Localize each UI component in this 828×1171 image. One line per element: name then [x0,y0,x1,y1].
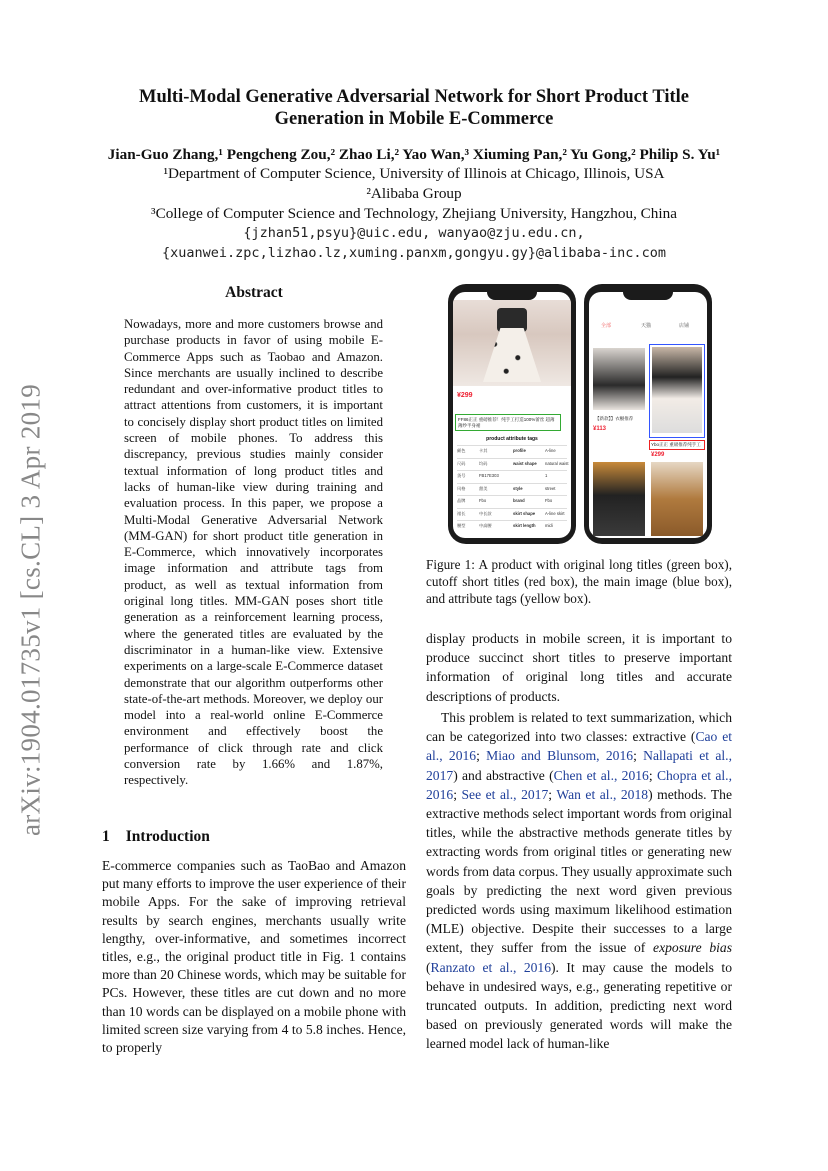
product-price: ¥299 [457,392,473,399]
phone-notch [487,292,537,300]
title-line-1: Multi-Modal Generative Adversarial Network for Short Product Title [139,87,689,107]
phone-screen-right [589,292,707,538]
section-heading-introduction [102,828,210,846]
long-title-green-box [455,414,561,431]
section-title: Introduction [125,828,210,845]
attribute-cell: A-line [545,448,556,453]
para-text: ; [633,748,644,764]
attribute-cell: Fbo [479,498,487,503]
para-text: ; [548,786,557,802]
long-title-text: FF86正正 重磅推荐！纯手工打造100%蕾丝 超薄薄纱半身裙 [458,417,555,428]
attribute-row-divider [457,483,567,484]
phone-product-detail [448,284,576,544]
para-text: ) and abstractive ( [453,767,554,783]
citation-link[interactable]: Wan et al., 2018 [556,786,649,802]
tab-store[interactable]: 店铺 [679,323,690,329]
para-text: This problem is related to text summarization, which can be categorized into two classes: extractive ( [426,710,732,745]
attribute-cell: FB17E303 [479,473,499,478]
attribute-cell: 卡其 [479,448,488,453]
right-paragraph-2 [426,708,732,1054]
para-text: ; [476,748,487,764]
citation-link[interactable]: Miao and Blunsom, 2016 [486,748,634,764]
attribute-cell: 1 [545,473,548,478]
title-line-2: Generation in Mobile E-Commerce [274,109,554,129]
emphasis-text: exposure bias [653,940,732,956]
para-text: ) methods. The extractive methods select important words from original titles, while the abstractive methods generate titles by extracting words from original titles or generating new words from data corpus. They usually approximate such goals by predicting the next word given previous predicted words using maximum likelihood estimation (MLE) objective. Despite their successes to a large extent, they suffer from the issue of [426,786,732,956]
arxiv-identifier [16,380,46,840]
attribute-row-divider [457,495,567,496]
attribute-row-divider [457,470,567,471]
phone-notch [623,292,673,300]
figure-1 [446,284,716,544]
citation-link[interactable]: Chopra et al., 2016 [426,767,732,802]
citation-link[interactable]: Nallapati et al., 2017 [426,748,732,783]
result-image-1[interactable] [593,348,645,410]
skirt-image [483,328,541,382]
para-text: ( [426,959,431,975]
result-price-left: ¥113 [593,426,607,432]
result-image-2[interactable] [652,347,702,433]
attribute-cell: natural waist [545,460,569,466]
abstract-text: Nowadays, more and more customers browse and purchase products in favor of using mobile E-Commerce Apps such as Taobao and Amazon. Since merchants are usually inclined to describe redundant and over-informative product titles to attract attentions from customers, it is important to concisely display short product titles on limited screen of mobile phones. To address this discrepancy, previous studies mainly consider textual information of long product titles and lacks of human-like view during training and evaluation process. In this paper, we propose a Multi-Modal Generative Adversarial Network (MM-GAN) for short product title generation in E-Commerce, which innovatively incorporates image information and attribute tags from product, as well as textual information from original long titles. MM-GAN poses short title generation as a reinforcement learning process, where the generated titles are evaluated by the discriminator in a human-like view. Extensive experiments on a large-scale E-Commerce dataset demonstrate that our algorithm outperforms other state-of-the-art methods. Moreover, we deploy our model into a real-world online E-Commerce environment and effectively boost the performance of click through rate and click conversion rate by 1.66% and 1.87%, respectively. [124,317,383,788]
citation-link[interactable]: Chen et al., 2016 [553,767,649,783]
para-text: ; [648,767,657,783]
email-line-1: {jzhan51,psyu}@uic.edu, wanyao@zju.edu.cn, [243,225,585,241]
phone-search-results [584,284,712,544]
citation-link[interactable]: Cao et al., 2016 [426,729,733,764]
attribute-cell: 尺码 [457,460,466,466]
attribute-row-divider [457,508,567,509]
attribute-cell: 风格 [457,485,466,491]
attribute-cell: skirt length [513,523,536,528]
result-image-3[interactable] [593,462,645,536]
figure-caption: Figure 1: A product with original long titles (green box), cutoff short titles (red box), the main image (blue box), and attribute tags (yellow box). [426,557,732,606]
attribute-cell: 中长款 [479,510,492,516]
result-image-4[interactable] [651,462,703,536]
affiliation-3: ³College of Computer Science and Technology, Zhejiang University, Hangzhou, China [151,205,677,222]
attribute-cell: style [513,485,523,491]
tab-tmall[interactable]: 天猫 [641,323,652,329]
attribute-cell: brand [513,498,525,503]
attribute-cell: midi [545,523,553,528]
product-main-image [453,300,571,386]
attribute-row-divider [457,445,567,446]
main-image-blue-box [649,344,705,438]
arxiv-id-text: arXiv:1904.01735v1 [cs.CL] 3 Apr 2019 [15,383,46,837]
attribute-cell: 均码 [479,460,488,466]
attribute-cell: profile [513,448,526,453]
attribute-cell: 货号 [457,473,466,478]
email-line-2: {xuanwei.zpc,lizhao.lz,xuming.panxm,gongyu.gy}@alibaba-inc.com [162,245,666,261]
para-text: ). It may cause the models to behave in undesired ways, e.g., generating repetitive or truncated outputs. In addition, predicting next word based on previously generated words will make the learned model lack of human-like [426,959,732,1052]
attribute-cell: Fbo [545,498,553,503]
attribute-cell: 裙长 [457,510,466,516]
attribute-cell: street [545,485,556,491]
attribute-cell: skirt shape [513,510,536,516]
attribute-cell: 腰型 [457,523,466,528]
attribute-cell: A-line skirt [545,510,565,516]
attribute-table-title: product attribute tags [486,436,538,442]
attribute-cell: waist shape [513,460,537,466]
result-title-left[interactable]: 【新款】】衣橱推荐 [595,416,634,421]
attribute-cell: 颜色 [457,448,466,453]
affiliation-1: ¹Department of Computer Science, University of Illinois at Chicago, Illinois, USA [163,165,665,182]
intro-paragraph: E-commerce companies such as TaoBao and Amazon put many efforts to improve the user experience of their mobile Apps. For the sake of improving retrieval results by search engines, merchants usually write lengthy, over-informative, and sometimes incorrect titles, e.g., the original product title in Fig. 1 contains more than 20 Chinese words, which may be suitable for PCs. However, these titles are cut down and no more than 10 words can be displayed on a mobile phone with limited screen size varying from 4 to 5.8 inches. Hence, to properly [102,858,406,1056]
affiliation-2: ²Alibaba Group [366,185,462,202]
result-price-right: ¥299 [651,452,665,458]
para-text: ; [453,786,462,802]
attribute-cell: 中高腰 [479,523,492,528]
attribute-cell: 品牌 [457,498,466,503]
phone-screen-left [453,292,571,538]
section-number: 1 [102,828,110,845]
short-title-text: Ybo正正 重磅推荐纯手工 [651,442,701,447]
tab-all[interactable]: 全部 [601,323,612,329]
attribute-row-divider [457,458,567,459]
citation-link[interactable]: See et al., 2017 [461,786,549,802]
attribute-cell: 甜美 [479,485,488,491]
citation-link[interactable]: Ranzato et al., 2016 [430,959,552,975]
short-title-red-box [649,440,705,450]
attribute-row-divider [457,520,567,521]
right-paragraph-1: display products in mobile screen, it is important to produce succinct short titles to preserve important information of original long titles and accurate descriptions of products. [426,631,732,704]
author-list: Jian-Guo Zhang,¹ Pengcheng Zou,² Zhao Li,² Yao Wan,³ Xiuming Pan,² Yu Gong,² Philip S. Yu¹ [107,146,721,163]
paper-title [0,86,828,130]
abstract-heading: Abstract [225,284,283,301]
